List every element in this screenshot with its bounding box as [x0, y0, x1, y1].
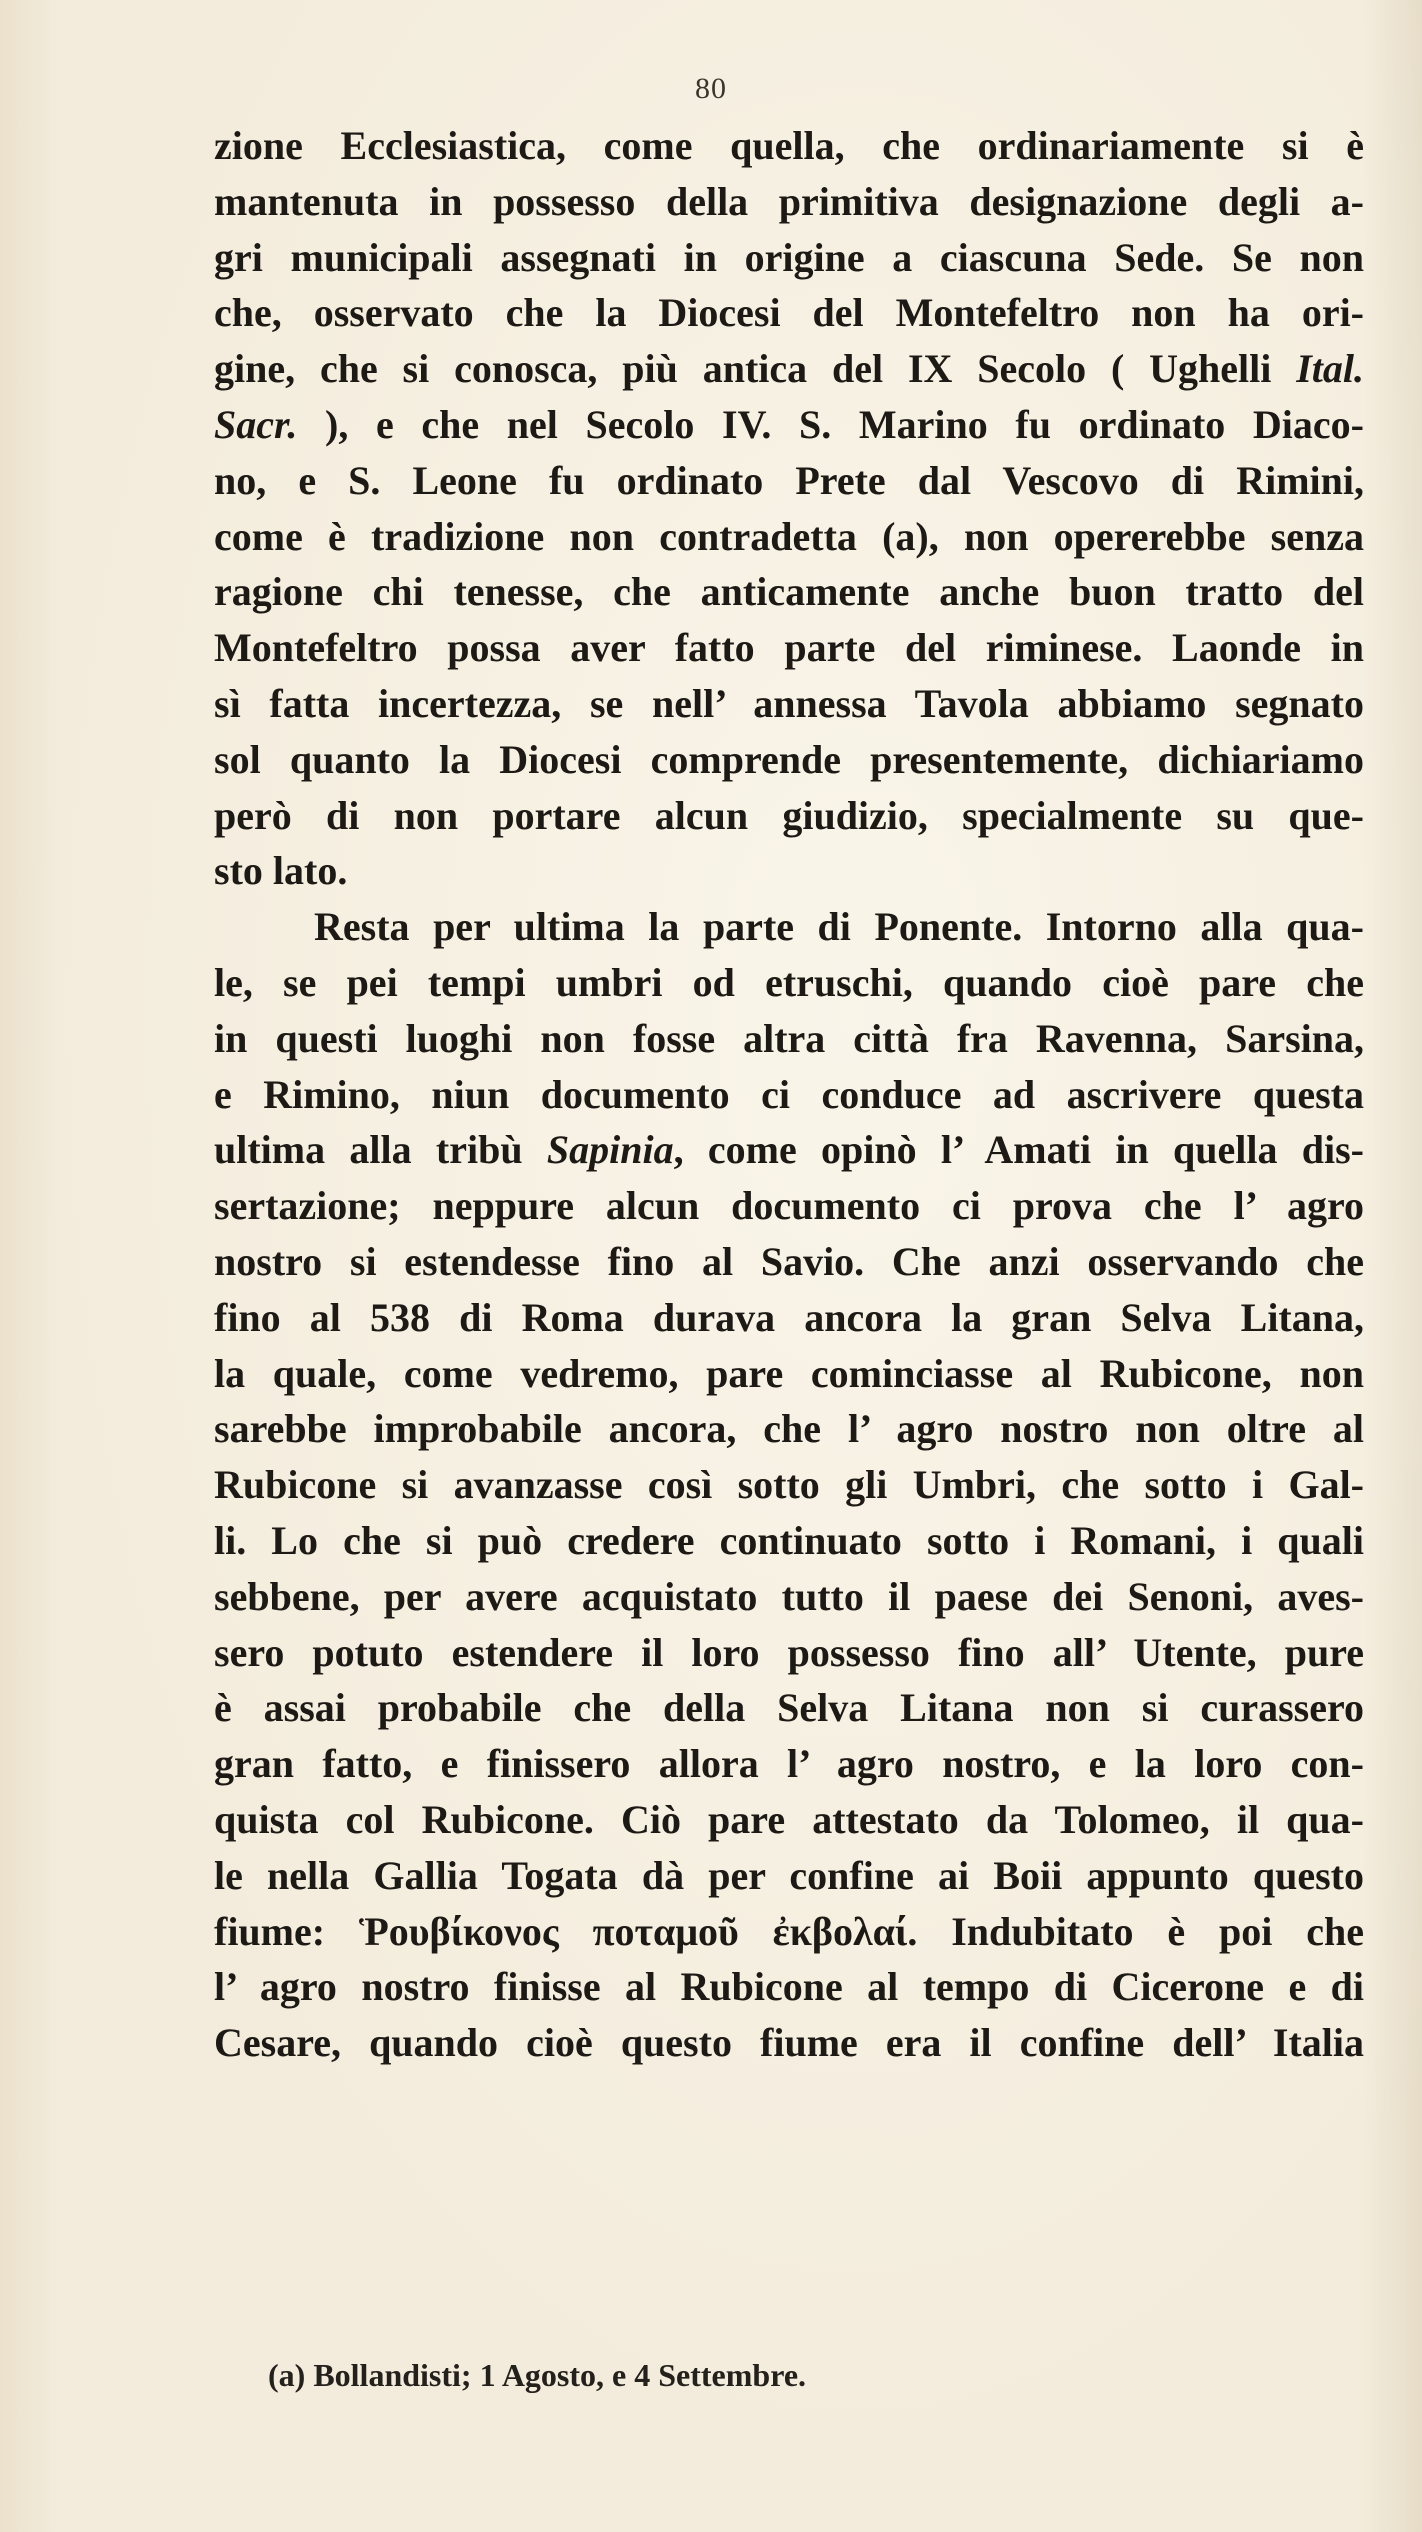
text-line: Cesare, quando cioè questo fiume era il confine dell’ Italia [214, 2020, 1364, 2066]
page-number: 80 [695, 72, 727, 105]
text-line: Montefeltro possa aver fatto parte del riminese. Laonde in [214, 625, 1364, 671]
text-line: sol quanto la Diocesi comprende presentemente, dichiariamo [214, 736, 1364, 782]
text-line: Sacr. ), e che nel Secolo IV. S. Marino fu ordinato Diaco- [214, 401, 1364, 447]
text-line: sarebbe improbabile ancora, che l’ agro nostro non oltre al [214, 1406, 1364, 1452]
text-line: gran fatto, e finissero allora l’ agro nostro, e la loro con- [214, 1741, 1364, 1787]
text-line: gri municipali assegnati in origine a ciascuna Sede. Se non [214, 234, 1364, 280]
text-line: sebbene, per avere acquistato tutto il paese dei Senoni, aves- [214, 1573, 1364, 1619]
body-text [214, 118, 1364, 2071]
text-line: Rubicone si avanzasse così sotto gli Umbri, che sotto i Gal- [214, 1462, 1364, 1508]
text-line: zione Ecclesiastica, come quella, che ordinariamente si è [214, 123, 1364, 168]
text-line: le, se pei tempi umbri od etruschi, quando cioè pare che [214, 959, 1364, 1005]
text-line: sero potuto estendere il loro possesso fino all’ Utente, pure [214, 1629, 1364, 1675]
text-line: sto lato. [214, 848, 348, 894]
text-line: nostro si estendesse fino al Savio. Che anzi osservando che [214, 1238, 1364, 1284]
text-line: ragione chi tenesse, che anticamente anche buon tratto del [214, 569, 1364, 615]
text-line: sì fatta incertezza, se nell’ annessa Tavola abbiamo segnato [214, 680, 1364, 726]
text-line: che, osservato che la Diocesi del Montefeltro non ha ori- [214, 290, 1364, 336]
text-line: quista col Rubicone. Ciò pare attestato da Tolomeo, il qua- [214, 1796, 1364, 1842]
text-line: gine, che si conosca, più antica del IX Secolo ( Ughelli Ital. [214, 346, 1364, 392]
text-line: fino al 538 di Roma durava ancora la gran Selva Litana, [214, 1294, 1364, 1340]
paragraph-start-line: Resta per ultima la parte di Ponente. Intorno alla qua- [314, 904, 1364, 950]
text-line: in questi luoghi non fosse altra città fra Ravenna, Sarsina, [214, 1015, 1364, 1061]
text-line: è assai probabile che della Selva Litana non si curassero [214, 1685, 1364, 1731]
footnote: (a) Bollandisti; 1 Agosto, e 4 Settembre. [268, 2357, 807, 2393]
text-line: mantenuta in possesso della primitiva designazione degli a- [214, 178, 1364, 224]
text-line: le nella Gallia Togata dà per confine ai Boii appunto questo [214, 1852, 1364, 1898]
text-line: no, e S. Leone fu ordinato Prete dal Vescovo di Rimini, [214, 457, 1364, 503]
text-line: ultima alla tribù Sapinia, come opinò l’ Amati in quella dis- [214, 1127, 1364, 1173]
text-line: come è tradizione non contradetta (a), non opererebbe senza [214, 513, 1364, 559]
text-line: l’ agro nostro finisse al Rubicone al tempo di Cicerone e di [214, 1964, 1364, 2010]
text-line: li. Lo che si può credere continuato sotto i Romani, i quali [214, 1517, 1364, 1563]
text-line: però di non portare alcun giudizio, specialmente su que- [214, 792, 1364, 838]
text-line: e Rimino, niun documento ci conduce ad ascrivere questa [214, 1071, 1364, 1117]
text-line: fiume: Ῥουβίκονος ποταμοῦ ἐκβολαί. Indubitato è poi che [214, 1908, 1364, 1954]
text-line: sertazione; neppure alcun documento ci prova che l’ agro [214, 1183, 1364, 1229]
text-line: la quale, come vedremo, pare cominciasse al Rubicone, non [214, 1350, 1364, 1396]
